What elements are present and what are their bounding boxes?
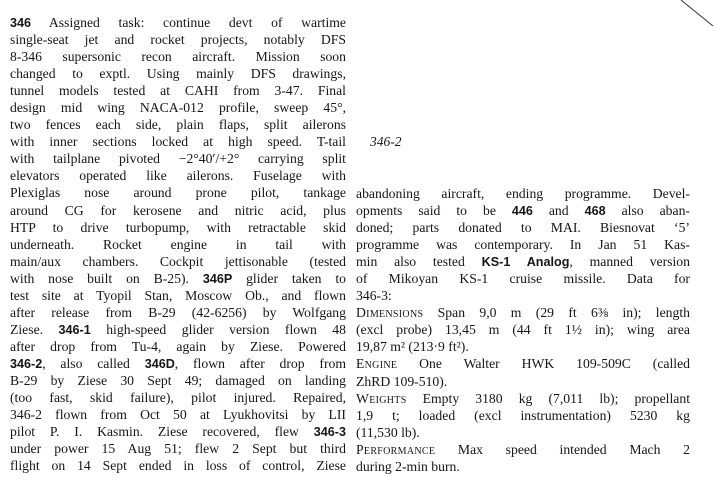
text-line [356, 373, 690, 390]
text-line [10, 116, 346, 133]
text-line [356, 321, 690, 338]
text-line [10, 14, 346, 31]
line-text: also aban- [605, 203, 690, 219]
text-line [10, 253, 346, 270]
text-line [10, 389, 346, 406]
line-text: with tailplane pivoted −2°40′/+2° carrying split [10, 151, 346, 167]
line-text: flight on 14 Sept ended in loss of control, Ziese [10, 458, 346, 474]
line-text: 1,9 t; loaded (excl instrumentation) 5230 kg [356, 407, 690, 423]
line-text: 8-346 supersonic recon aircraft. Mission soon [10, 49, 346, 65]
text-line [10, 202, 346, 219]
line-text: programme was contemporary. In Jan 51 Kas- [356, 237, 690, 253]
line-text: (too fast, skid failure), pilot injured. Repaired, [10, 390, 346, 406]
text-line [10, 270, 346, 287]
line-text: glider taken to [232, 270, 346, 286]
line-text: 19,87 m² (213·9 ft²). [356, 339, 469, 355]
text-line [10, 457, 346, 474]
text-line [10, 65, 346, 82]
text-column-right [356, 185, 690, 475]
line-text: pilot P. I. Kasmin. Ziese recovered, flew [10, 424, 314, 440]
entry-designation: 346 [10, 16, 32, 30]
text-line [10, 133, 346, 150]
line-text: design mid wing NACA-012 profile, sweep 45°, [10, 100, 346, 116]
line-text: around CG for kerosene and nitric acid, plus [10, 202, 346, 218]
text-line [356, 236, 690, 253]
line-text: during 2-min burn. [356, 458, 460, 474]
text-line [10, 167, 346, 184]
line-text: (11,530 lb). [356, 424, 420, 440]
text-line [10, 82, 346, 99]
entry-designation: 346P [202, 271, 233, 286]
line-text: after release from B-29 (42-6256) by Wolfgang [10, 304, 346, 320]
line-text: ZhRD 109-510). [356, 373, 448, 389]
line-text: B-29 by Ziese 30 Sept 49; damaged on landing [10, 372, 346, 388]
text-line [10, 236, 346, 253]
text-line [356, 185, 690, 202]
line-text: elevators operated like ailerons. Fuselage with [10, 168, 346, 184]
text-line [10, 406, 346, 423]
text-line [10, 48, 346, 65]
text-line [10, 287, 346, 304]
text-line [10, 184, 346, 201]
line-text: , manned version [569, 254, 690, 270]
text-line [356, 202, 690, 219]
entry-designation: 346D [144, 356, 175, 371]
text-line [10, 150, 346, 167]
line-text: Span 9,0 m (29 ft 6⅜ in); length [423, 305, 690, 321]
text-line [356, 219, 690, 236]
line-text: doned; parts donated to MAI. Biesnovat ‘5’ [356, 220, 690, 236]
text-column-left [10, 14, 346, 474]
text-line [10, 355, 346, 372]
line-text: two fences each side, plain flaps, split ailerons [10, 117, 346, 133]
line-text: , also called [42, 355, 145, 371]
line-text: Plexiglas nose around prone pilot, tankage [10, 185, 346, 201]
text-line [10, 338, 346, 355]
line-text: test site at Tyopil Stan, Moscow Ob., and flown [10, 287, 346, 303]
line-text: of Mikoyan KS-1 cruise missile. Data for [356, 271, 690, 287]
section-heading: Dimensions [356, 305, 424, 321]
line-text: high-speed glider version flown 48 [90, 321, 346, 337]
line-text: opments said to be [356, 203, 512, 219]
line-text: One Walter HWK 109-509C (called [397, 356, 690, 372]
line-text: abandoning aircraft, ending programme. Devel- [356, 186, 690, 201]
section-heading: Engine [356, 356, 398, 372]
text-line [10, 321, 346, 338]
entry-designation: 346-1 [58, 322, 91, 337]
text-line [10, 31, 346, 48]
line-text: 346-2 flown from Oct 50 at Lyukhovitsi by LII [10, 407, 346, 423]
text-line [10, 372, 346, 389]
line-text: with inner sections locked at high speed. T-tail [10, 134, 346, 150]
text-line [10, 99, 346, 116]
section-heading: Performance [356, 441, 436, 457]
text-line [10, 423, 346, 440]
line-text: min also tested [356, 254, 482, 270]
entry-designation: 346-3 [313, 425, 346, 440]
line-text: Max speed intended Mach 2 [435, 441, 690, 457]
line-text: main/aux chambers. Cockpit jettisonable (tested [10, 253, 346, 269]
line-text: with nose built on B-25). [10, 270, 203, 286]
line-text: Ziese. [10, 321, 59, 337]
line-text: (excl probe) 13,45 m (44 ft 1½ in); wing area [356, 322, 690, 338]
text-line [356, 407, 690, 424]
line-text: Assigned task: continue devt of wartime [31, 15, 346, 30]
text-line [10, 304, 346, 321]
line-text: changed to exptl. Using mainly DFS drawings, [10, 66, 346, 82]
text-line [356, 441, 690, 458]
entry-designation: 446 [511, 204, 533, 219]
text-line [356, 270, 690, 287]
text-line [356, 390, 690, 407]
line-text: single-seat jet and rocket projects, notably DFS [10, 32, 346, 48]
entry-designation: 346-2 [10, 356, 43, 371]
text-line [10, 219, 346, 236]
text-line [356, 287, 690, 304]
entry-designation: KS-1 Analog [481, 255, 570, 270]
line-text: and [532, 203, 585, 219]
text-line [356, 355, 690, 372]
text-line [356, 338, 690, 355]
line-text: HTP to drive turbopump, with retractable skid [10, 219, 346, 235]
text-line [356, 424, 690, 441]
line-text: under power 15 Aug 51; flew 2 Sept but third [10, 441, 346, 457]
text-line [356, 304, 690, 321]
corner-line-fragment [675, 0, 715, 40]
line-text: , flown after drop from [174, 355, 346, 371]
figure-caption: 346-2 [370, 134, 402, 149]
line-text: after drop from Tu-4, again by Ziese. Powered [10, 338, 346, 354]
text-line [356, 458, 690, 475]
line-text: 346-3: [356, 288, 392, 304]
text-line [10, 440, 346, 457]
line-text: underneath. Rocket engine in tail with [10, 236, 346, 252]
line-text: tunnel models tested at CAHI from 3-47. Final [10, 83, 346, 99]
line-text: Empty 3180 kg (7,011 lb); propellant [406, 390, 690, 406]
entry-designation: 468 [584, 204, 606, 219]
section-heading: Weights [356, 390, 407, 406]
text-line [356, 253, 690, 270]
